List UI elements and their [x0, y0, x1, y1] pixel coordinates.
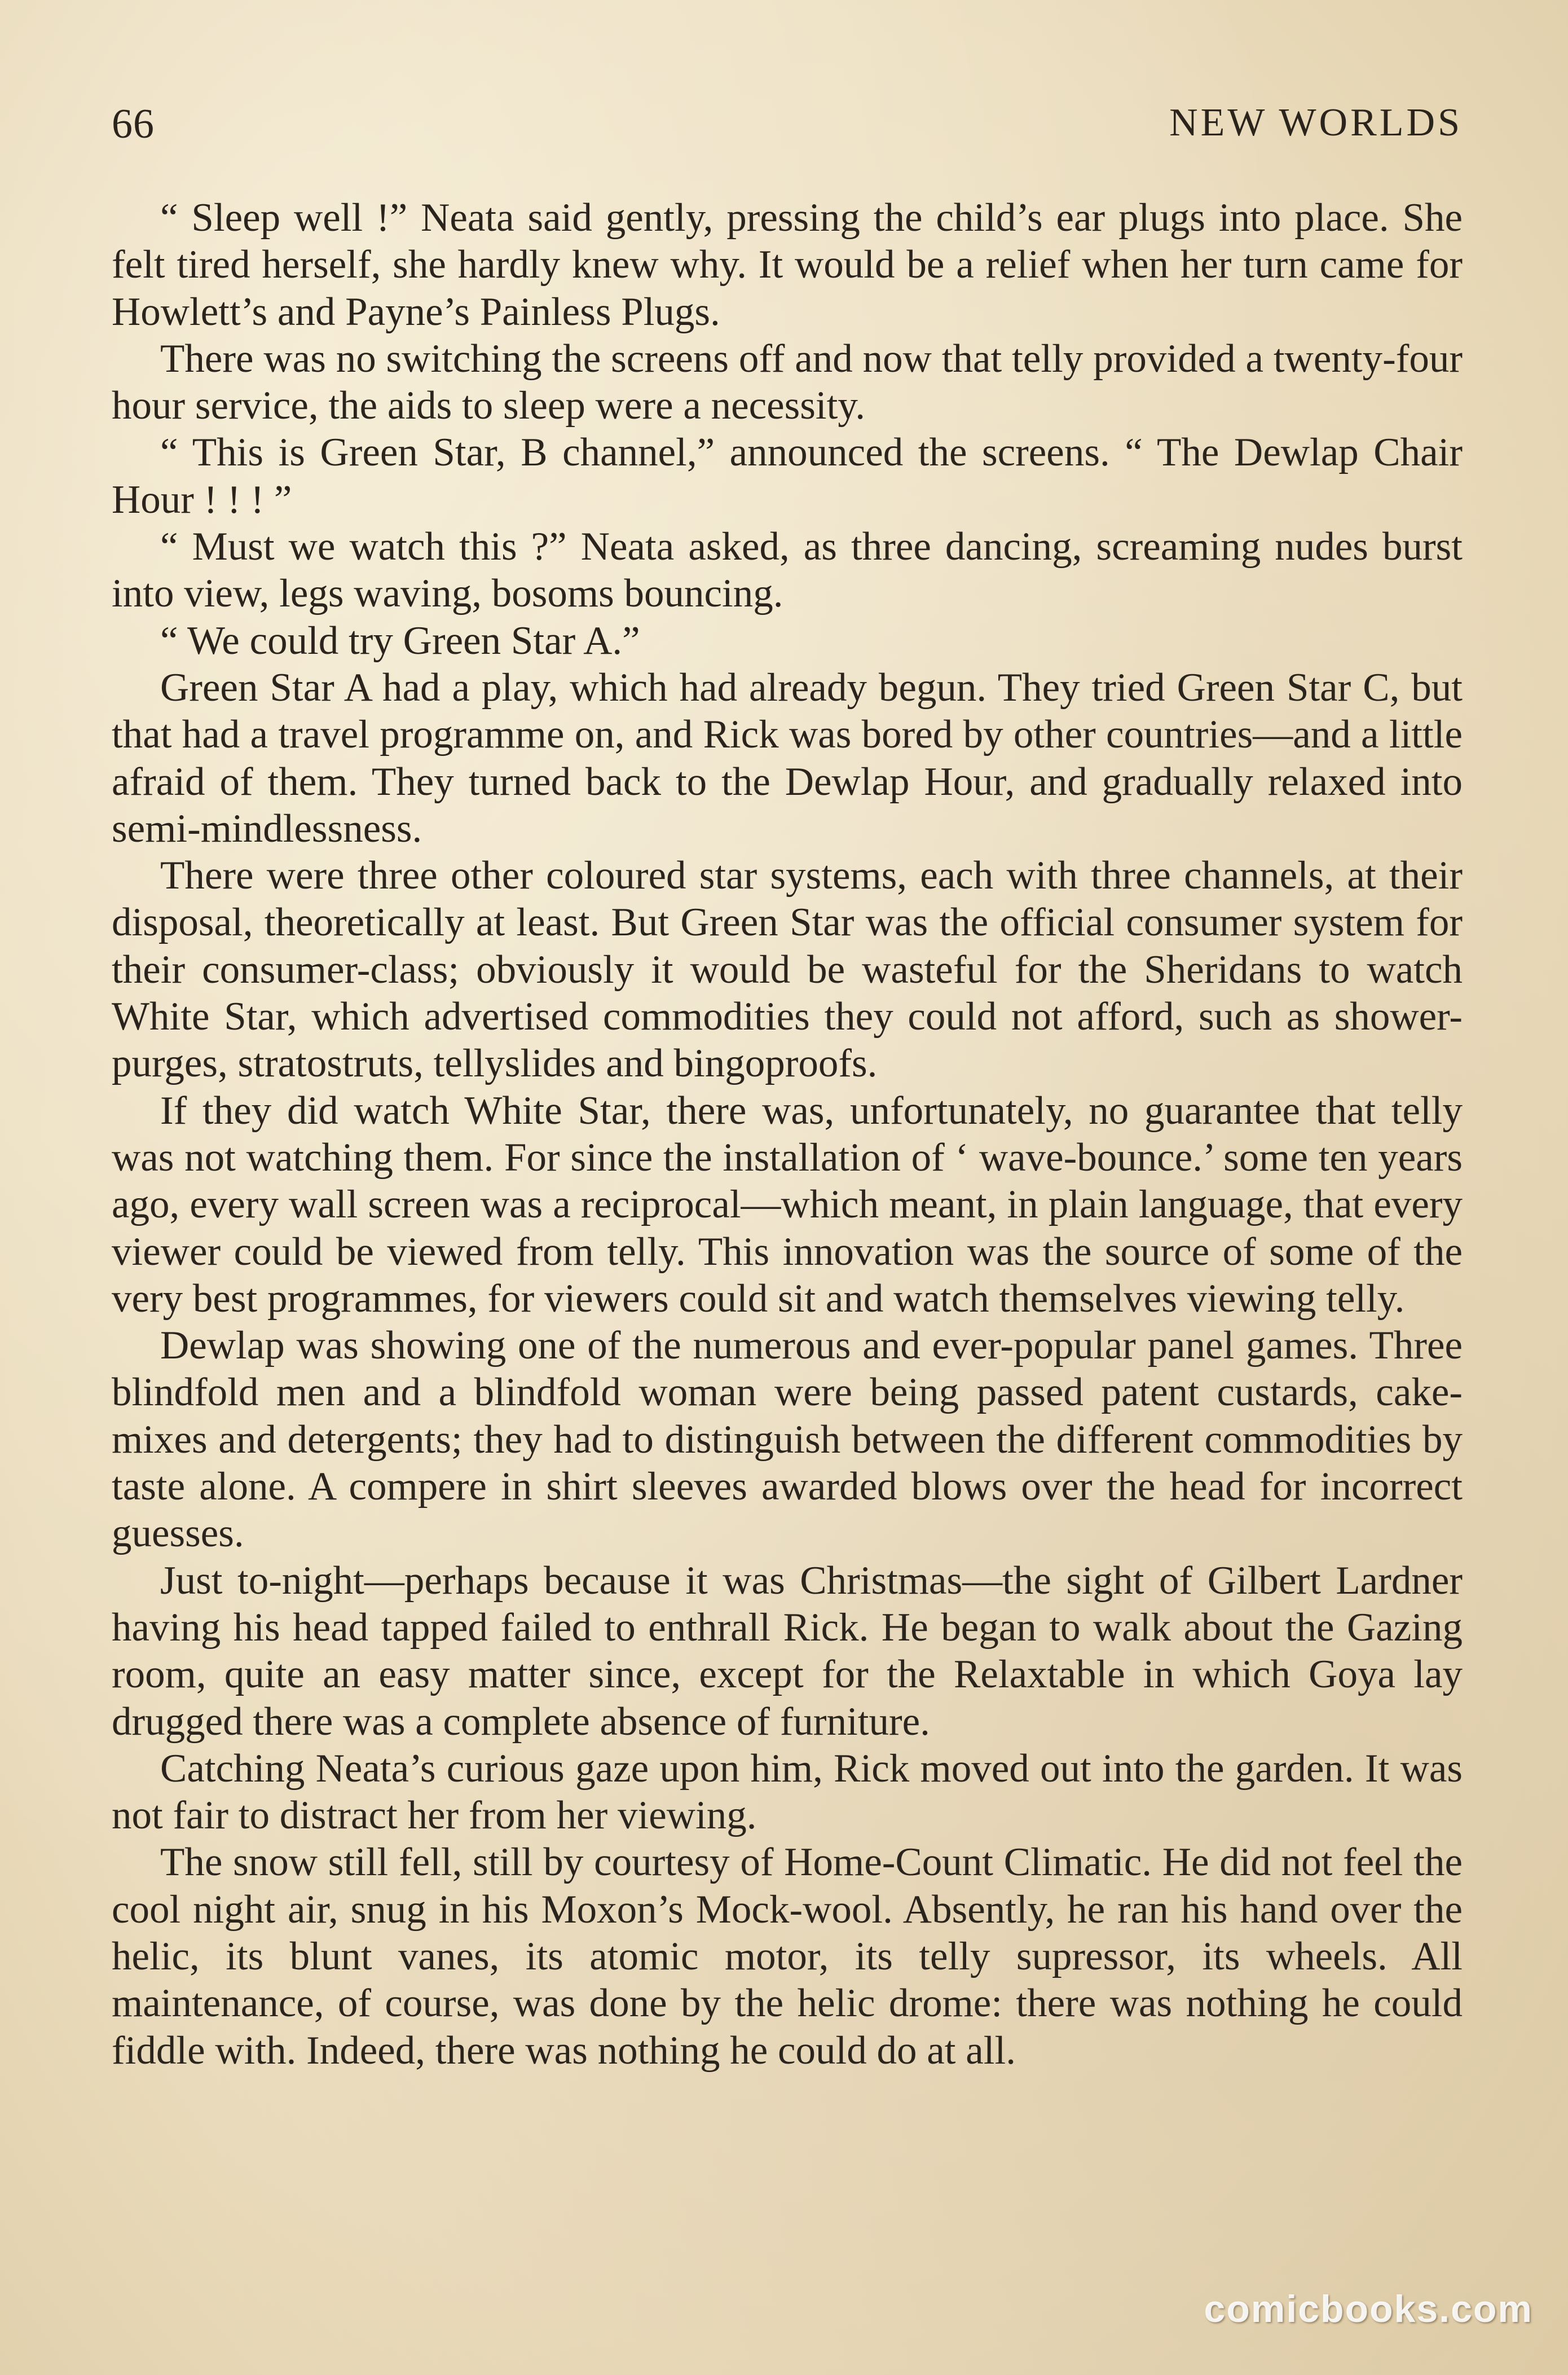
paragraph: Green Star A had a play, which had already begun. They tried Green Star C, but that had a travel programme on, and Rick was bored by other countries—and a little afraid of them. They turned back to the Dewlap Hour, and gradually relaxed into semi-mindlessness. — [112, 665, 1463, 851]
paragraph: Just to-night—perhaps because it was Christmas—the sight of Gilbert Lardner having his head tapped failed to enthrall Rick. He began to walk about the Gazing room, quite an easy matter since, except for the Relaxtable in which Goya lay drugged there was a complete absence of furniture. — [112, 1558, 1463, 1744]
paragraph: “ This is Green Star, B channel,” announced the screens. “ The Dewlap Chair Hour ! ! ! ” — [112, 430, 1463, 522]
paragraph: Dewlap was showing one of the numerous and ever-popular panel games. Three blindfold men and a blindfold woman were being passed patent custards, cake-mixes and detergents; they had to distinguish between the different commodities by taste alone. A compere in shirt sleeves awarded blows over the head for incorrect guesses. — [112, 1323, 1463, 1556]
paragraph: The snow still fell, still by courtesy of Home-Count Climatic. He did not feel the cool night air, snug in his Moxon’s Mock-wool. Absently, he ran his hand over the helic, its blunt vanes, its atomic motor, its telly supressor, its wheels. All maintenance, of course, was done by the helic drome: there was nothing he could fiddle with. Indeed, there was nothing he could do at all. — [112, 1840, 1463, 2073]
paragraph: There was no switching the screens off and now that telly provided a twenty-four hour service, the aids to sleep were a necessity. — [112, 336, 1463, 428]
paragraph: If they did watch White Star, there was, unfortunately, no guarantee that telly was not watching them. For since the installation of ‘ wave-bounce.’ some ten years ago, every wall screen was a reciprocal—which meant, in plain language, that every viewer could be viewed from telly. This innovation was the source of some of the very best programmes, for viewers could sit and watch themselves viewing telly. — [112, 1088, 1463, 1321]
paragraph: Catching Neata’s curious gaze upon him, Rick moved out into the garden. It was not fair to distract her from her viewing. — [112, 1746, 1463, 1838]
paragraph: There were three other coloured star systems, each with three channels, at their disposal, theoretically at least. But Green Star was the official consumer system for their consumer-class; obviously it would be wasteful for the Sheridans to watch White Star, which advertised commodities they could not afford, such as shower-purges, stratostruts, tellyslides and bingoproofs. — [112, 854, 1463, 1086]
page-header — [112, 100, 1463, 162]
watermark: comicbooks.com — [1204, 2288, 1533, 2330]
paragraph: “ Sleep well !” Neata said gently, pressing the child’s ear plugs into place. She felt tired herself, she hardly knew why. It would be a relief when her turn came for Howlett’s and Payne’s Painless Plugs. — [112, 196, 1463, 334]
body-text — [112, 195, 1463, 2293]
paragraph: “ Must we watch this ?” Neata asked, as three dancing, screaming nudes burst into view, legs waving, bosoms bouncing. — [112, 525, 1463, 616]
paragraph: “ We could try Green Star A.” — [160, 618, 640, 663]
running-head: NEW WORLDS — [1169, 101, 1463, 144]
page-number: 66 — [112, 101, 155, 147]
